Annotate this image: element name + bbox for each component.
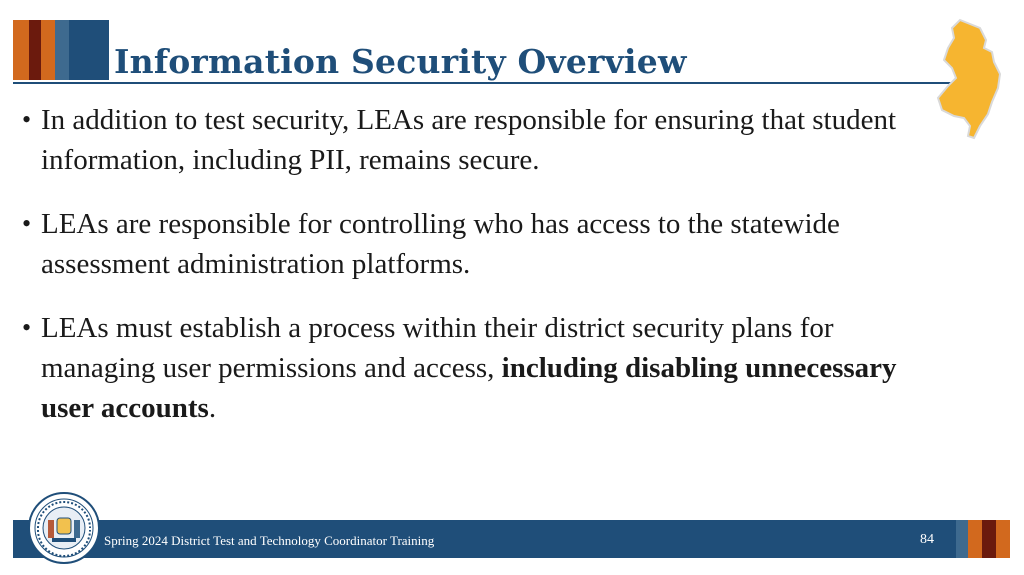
bullet-dot-icon: • <box>22 313 32 342</box>
stripe-navy <box>69 20 109 80</box>
bullet-text: In addition to test security, LEAs are responsible for ensuring that student information, including PII, remains secure. <box>41 104 897 176</box>
footer-title: Spring 2024 District Test and Technology Coordinator Training <box>104 533 435 548</box>
bullet-item <box>22 204 922 284</box>
page-number: 84 <box>920 532 934 547</box>
bullet-item <box>22 100 922 180</box>
stripe-orange-2 <box>41 20 55 80</box>
bullet-dot-icon: • <box>22 209 32 238</box>
stripe-orange-2 <box>996 520 1010 558</box>
stripe-orange <box>13 20 29 80</box>
bullet-list <box>22 100 922 452</box>
stripe-brown <box>29 20 41 80</box>
stripe-blue <box>55 20 69 80</box>
title-underline <box>13 82 960 84</box>
header-stripes <box>13 20 109 80</box>
slide-title: Information Security Overview <box>114 42 687 81</box>
bullet-text-bold: including disabling unnecessary user accounts <box>41 352 897 424</box>
stripe-orange <box>968 520 982 558</box>
bullet-dot-icon: • <box>22 105 32 134</box>
bullet-text: LEAs are responsible for controlling who has access to the statewide assessment administration platforms. <box>41 208 840 280</box>
footer-stripes <box>956 520 1010 558</box>
new-jersey-map-icon <box>934 18 1006 142</box>
bullet-text: LEAs must establish a process within their district security plans for managing user permissions and access, <box>41 312 834 384</box>
stripe-blue <box>956 520 968 558</box>
bullet-item <box>22 308 922 428</box>
bullet-text-end: . <box>208 392 217 424</box>
nj-department-of-education-seal <box>28 492 100 564</box>
stripe-brown <box>982 520 996 558</box>
